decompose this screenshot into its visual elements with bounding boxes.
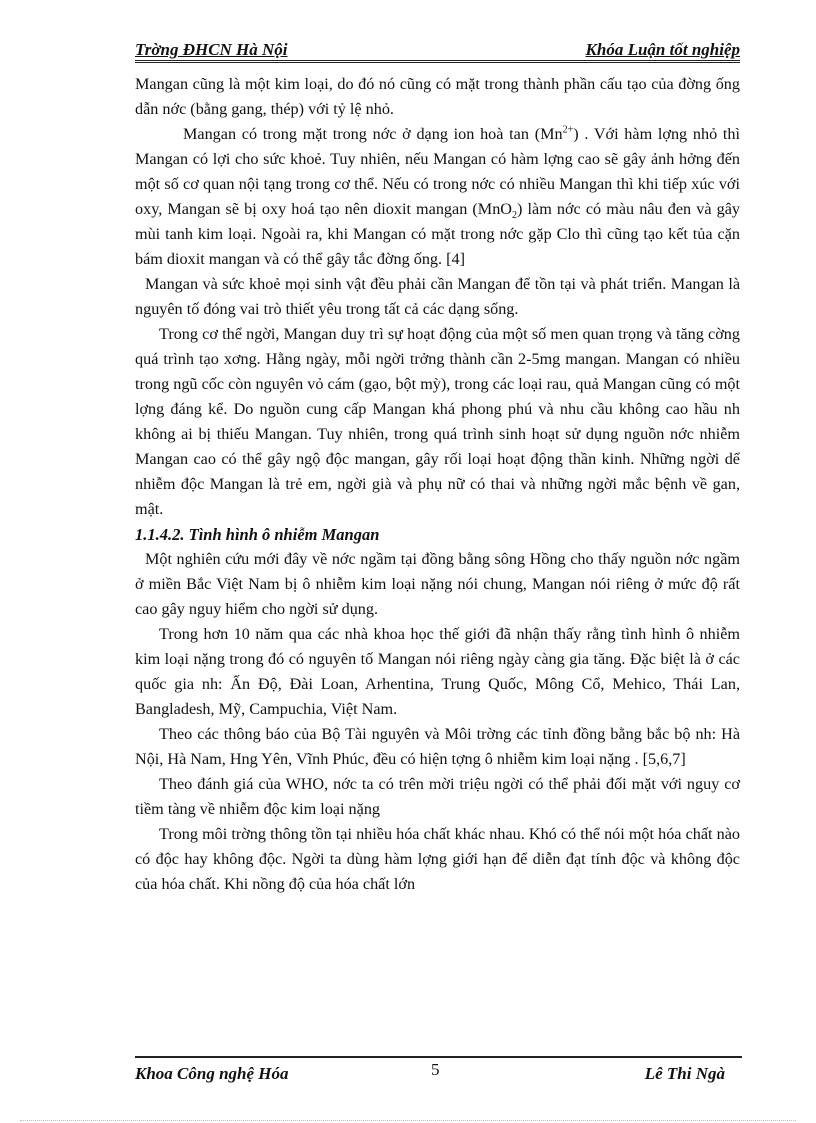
paragraph-1: Mangan cũng là một kim loại, do đó nó cũng có mặt trong thành phần cấu tạo của đờng ống dẫn nớc (bằng gang, thép) với tỷ lệ nhỏ. — [135, 75, 740, 118]
footer-faculty: Khoa Công nghệ Hóa — [135, 1064, 289, 1083]
paragraph-2 — [135, 122, 740, 272]
paragraph-8: Theo đánh giá của WHO, nớc ta có trên mời triệu ngời có thể phải đối mặt với nguy cơ tiềm tàng về nhiễm độc kim loại nặng — [135, 775, 740, 818]
paragraph-2-part-c: ) làm nớc có màu nâu đen và gây mùi tanh kim loại. Ngoài ra, khi Mangan có mặt trong nớc gặp Clo thì cũng tạo kết tủa cặn bám dioxit mangan và có thể gây tắc đờng ống. [4] — [135, 200, 741, 268]
footer-author: Lê Thi Ngà — [644, 1064, 725, 1083]
subscript-2: 2 — [512, 210, 517, 222]
header-thesis-title: Khóa Luận tốt nghiệp — [585, 40, 740, 59]
paragraph-3: Mangan và sức khoẻ mọi sinh vật đều phải cần Mangan để tồn tại và phát triển. Mangan là nguyên tố đóng vai trò thiết yêu trong tất cả các dạng sống. — [135, 275, 740, 318]
page-footer — [135, 1060, 740, 1088]
footer-rule — [135, 1056, 742, 1058]
page-number: 5 — [431, 1060, 440, 1079]
paragraph-9: Trong môi trờng thông tồn tại nhiều hóa chất khác nhau. Khó có thể nói một hóa chất nào có độc hay không độc. Ngời ta dùng hàm lợng giới hạn để diễn đạt tính độc và không độc của hóa chất. Khi nồng độ của hóa chất lớn — [135, 825, 740, 893]
paragraph-4: Trong cơ thể ngời, Mangan duy trì sự hoạt động của một số men quan trọng và tăng cờng quá trình tạo xơng. Hằng ngày, mỗi ngời trởng thành cần 2-5mg mangan. Mangan có nhiều trong ngũ cốc còn nguyên vỏ cám (gạo, bột mỳ), trong các loại rau, quả Mangan cũng có một lợng đáng kể. Do nguồn cung cấp Mangan khá phong phú và nhu cầu không cao hầu nh không ai bị thiếu Mangan. Tuy nhiên, trong quá trình sinh hoạt sử dụng nguồn nớc nhiễm Mangan cao có thể gây ngộ độc mangan, gây rối loại hoạt động thần kinh. Những ngời dể nhiễm độc Mangan là trẻ em, ngời già và phụ nữ có thai và những ngời mắc bệnh về gan, mật. — [135, 325, 740, 518]
ion-charge: 2+ — [562, 124, 574, 136]
header-rule — [135, 60, 740, 63]
page-body — [135, 72, 740, 897]
paragraph-2-part-b: ) . Với hàm lợng nhỏ thì Mangan có lợi cho sức khoẻ. Tuy nhiên, nếu Mangan có hàm lợng cao sẽ gây ảnh hởng đến một số cơ quan nội tạng trong cơ thể. Nếu có trong nớc có nhiều Mangan thì khi tiếp xúc với oxy, Mangan sẽ bị oxy hoá tạo nên dioxit mangan (MnO — [135, 125, 740, 218]
section-heading: 1.1.4.2. Tình hình ô nhiễm Mangan — [135, 525, 380, 544]
page-edge-divider — [20, 1120, 796, 1121]
paragraph-7: Theo các thông báo của Bộ Tài nguyên và Môi trờng các tỉnh đồng bằng bắc bộ nh: Hà Nội, Hà Nam, Hng Yên, Vĩnh Phúc, đều có hiện tợng ô nhiễm kim loại nặng . [5,6,7] — [135, 725, 740, 768]
page-header — [135, 40, 740, 62]
paragraph-2-part-a: Mangan có trong mặt trong nớc ở dạng ion hoà tan (Mn — [183, 125, 563, 143]
paragraph-6: Trong hơn 10 năm qua các nhà khoa học thế giới đã nhận thấy rằng tình hình ô nhiễm kim loại nặng trong đó có nguyên tố Mangan nói riêng ngày càng gia tăng. Đặc biệt là ở các quốc gia nh: Ấn Độ, Đài Loan, Arhentina, Trung Quốc, Mông Cổ, Mehico, Thái Lan, Bangladesh, Mỹ, Campuchia, Việt Nam. — [135, 625, 740, 718]
header-school: Trờng ĐHCN Hà Nội — [135, 40, 288, 59]
paragraph-5: Một nghiên cứu mới đây về nớc ngầm tại đồng bằng sông Hồng cho thấy nguồn nớc ngầm ở miền Bắc Việt Nam bị ô nhiễm kim loại nặng nói chung, Mangan nói riêng ở mức độ rất cao gây nguy hiểm cho ngời sử dụng. — [135, 550, 740, 618]
